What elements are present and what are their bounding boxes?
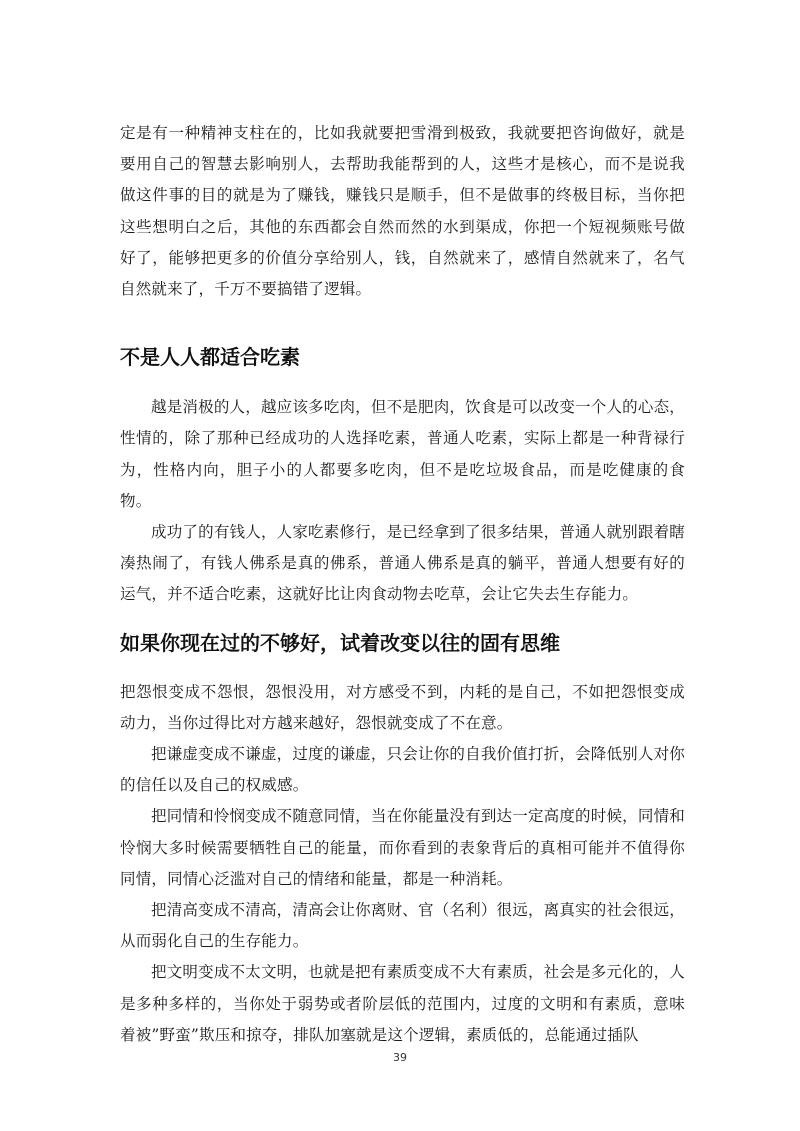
section-heading-mindset: 如果你现在过的不够好，试着改变以往的固有思维 xyxy=(120,630,560,655)
paragraph: 把文明变成不太文明，也就是把有素质变成不大有素质，社会是多元化的，人是多种多样的，当你处于弱势或者阶层低的范围内，过度的文明和有素质，意味着被”野蛮”欺压和掠夺，排队加塞就是这个逻辑，素质低的，总能通过插队 xyxy=(120,963,685,1044)
paragraph: 成功了的有钱人，人家吃素修行，是已经拿到了很多结果，普通人就别跟着瞎凑热闹了，有钱人佛系是真的佛系，普通人佛系是真的躺平，普通人想要有好的运气，并不适合吃素，这就好比让肉食动物去吃草，会让它失去生存能力。 xyxy=(120,523,685,604)
paragraph: 把怨恨变成不怨恨，怨恨没用，对方感受不到，内耗的是自己，不如把怨恨变成动力，当你过得比对方越来越好，怨恨就变成了不在意。 xyxy=(120,682,685,732)
document-page xyxy=(120,118,685,1051)
page-number: 39 xyxy=(393,1051,407,1064)
paragraph: 把同情和怜悯变成不随意同情，当在你能量没有到达一定高度的时候，同情和怜悯大多时候需要牺牲自己的能量，而你看到的表象背后的真相可能并不值得你同情，同情心泛滥对自己的情绪和能量，都是一种消耗。 xyxy=(120,807,685,888)
paragraph: 把谦虚变成不谦虚，过度的谦虚，只会让你的自我价值打折，会降低别人对你的信任以及自己的权威感。 xyxy=(120,745,685,795)
paragraph: 越是消极的人，越应该多吃肉，但不是肥肉，饮食是可以改变一个人的心态，性情的，除了那种已经成功的人选择吃素，普通人吃素，实际上都是一种背禄行为，性格内向，胆子小的人都要多吃肉，但不是吃垃圾食品，而是吃健康的食物。 xyxy=(120,398,685,510)
intro-paragraph: 定是有一种精神支柱在的，比如我就要把雪滑到极致，我就要把咨询做好，就是要用自己的智慧去影响别人，去帮助我能帮到的人，这些才是核心，而不是说我做这件事的目的就是为了赚钱，赚钱只是顺手，但不是做事的终极目标，当你把这些想明白之后，其他的东西都会自然而然的水到渠成，你把一个短视频账号做好了，能够把更多的价值分享给别人，钱，自然就来了，感情自然就来了，名气自然就来了，千万不要搞错了逻辑。 xyxy=(120,124,685,299)
section-heading-vegetarian: 不是人人都适合吃素 xyxy=(120,345,300,370)
paragraph: 把清高变成不清高，清高会让你离财、官（名利）很远，离真实的社会很远，从而弱化自己的生存能力。 xyxy=(120,901,685,951)
